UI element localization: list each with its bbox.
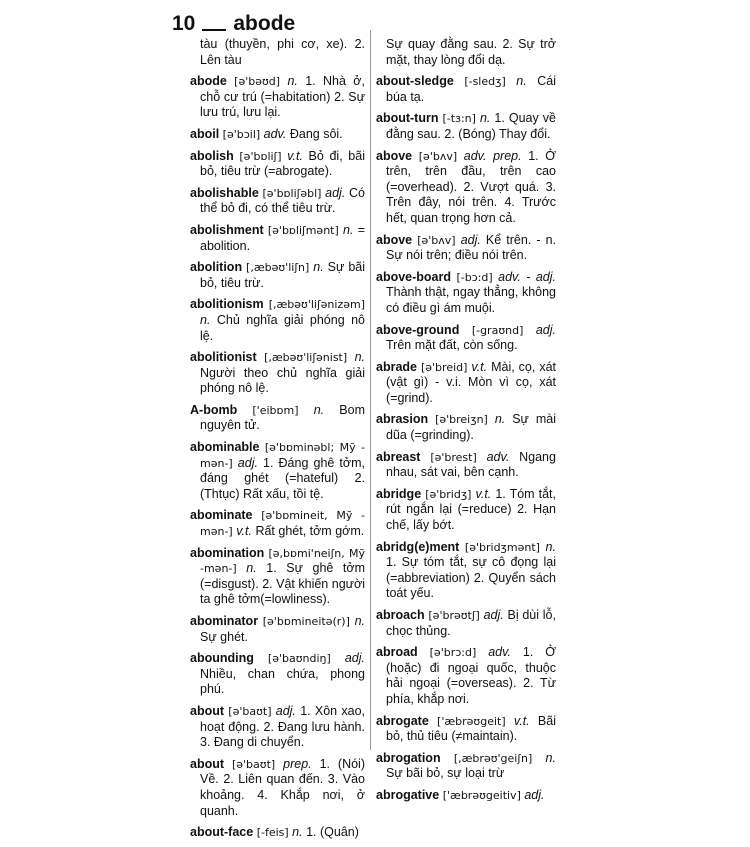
- definition: Bỏ đi, bãi bỏ, tiêu trừ (=abrogate).: [200, 148, 365, 179]
- definition: Bom nguyên tử.: [200, 402, 365, 433]
- definition: Sự quay đằng sau. 2. Sự trở mặt, thay lòng đổi dạ.: [386, 37, 556, 67]
- part-of-speech: n.: [516, 74, 527, 89]
- dictionary-entry: [190, 651, 365, 698]
- dictionary-entry: [376, 233, 556, 264]
- part-of-speech: adj.: [344, 651, 365, 666]
- part-of-speech: adj.: [275, 703, 296, 718]
- headword: abominate: [190, 508, 253, 523]
- pronunciation: [ə'bɒliʃmənt]: [267, 223, 339, 237]
- page-header: [172, 6, 295, 36]
- definition: 1. Nhà ở, chỗ cư trú (=habitation) 2. Sự lưu trú, lưu lại.: [200, 74, 365, 120]
- headword: abroad: [376, 645, 418, 660]
- headword: aboil: [190, 126, 220, 141]
- dictionary-entry: [190, 74, 365, 121]
- headword: abolition: [190, 260, 243, 275]
- part-of-speech: n.: [354, 350, 365, 365]
- dictionary-entry: [190, 757, 365, 819]
- definition: Trên mặt đất, còn sống.: [386, 338, 518, 353]
- pronunciation: ['æbrəʊgeit]: [437, 714, 506, 728]
- definition: 1. Xôn xao, hoạt động. 2. Đang lưu hành. 3. Đang di chuyển.: [200, 703, 365, 750]
- definition: 1. (Nói) Về. 2. Liên quan đến. 3. Vào khoảng. 4. Khắp nơi, ở quanh.: [200, 756, 365, 818]
- dictionary-entry: [376, 751, 556, 782]
- headword: abode: [190, 74, 227, 89]
- definition: 1. Ở (hoặc) đi ngoại quốc, thuộc hải ngoại (=overseas). 2. Từ phía, khắp nơi.: [386, 645, 556, 706]
- part-of-speech: n.: [292, 825, 303, 840]
- part-of-speech: n.: [545, 750, 556, 765]
- dictionary-entry: [190, 546, 365, 608]
- pronunciation: [,æbəʊ'liʃn]: [246, 261, 310, 275]
- definition: 1. Đáng ghê tởm, đáng ghét (=hateful) 2. (Thtục) Rất xấu, tồi tệ.: [200, 455, 365, 501]
- definition: 1. Sự tóm tắt, sự cô đọng lại (=abbreviation) 2. Quyển sách toát yếu.: [386, 555, 556, 601]
- headword: abridg(e)ment: [376, 539, 460, 554]
- part-of-speech: n.: [479, 111, 491, 126]
- definition: Nhiều, chan chứa, phong phú.: [200, 666, 365, 697]
- pronunciation: [ə'breid]: [420, 360, 468, 374]
- definition: = abolition.: [200, 222, 365, 253]
- dictionary-entry: [190, 127, 365, 143]
- definition: 1. Tóm tắt, rút ngắn lại (=reduce) 2. Hạn chế, lấy bớt.: [386, 486, 556, 533]
- headword: abreast: [376, 449, 421, 464]
- headword: A-bomb: [190, 402, 238, 417]
- pronunciation: [ə'breiʒn]: [435, 413, 488, 427]
- part-of-speech: adv. prep.: [463, 148, 522, 163]
- part-of-speech: n.: [287, 74, 298, 89]
- part-of-speech: adj.: [483, 608, 504, 622]
- pronunciation: [ə'bɒliʃ]: [239, 149, 282, 163]
- pronunciation: [ə'bɒmineitə(r)]: [262, 615, 350, 628]
- dictionary-entry: [376, 149, 556, 227]
- part-of-speech: v.t.: [236, 524, 252, 539]
- part-of-speech: v.t.: [513, 713, 530, 728]
- pronunciation: [ə'bʌv]: [417, 233, 456, 247]
- dictionary-entry: [190, 704, 365, 751]
- page-number: 10: [172, 12, 196, 35]
- definition: Kể trên. - n. Sự nói trên; điều nói trên.: [386, 232, 557, 263]
- definition: Cái búa tạ.: [386, 74, 556, 104]
- definition: Có thể bỏ đi, có thể tiêu trừ.: [200, 185, 365, 216]
- dictionary-entry: [376, 450, 556, 481]
- part-of-speech: adv.: [488, 645, 511, 660]
- guide-word: abode: [233, 12, 296, 35]
- part-of-speech: adj.: [237, 455, 258, 470]
- headword: about-sledge: [376, 74, 454, 89]
- headword: above-ground: [376, 322, 460, 337]
- dictionary-entry: [190, 186, 365, 217]
- pronunciation: [ə'bəʊd]: [234, 75, 281, 89]
- pronunciation: [-feis]: [256, 826, 289, 840]
- right-column: [376, 37, 556, 810]
- pronunciation: [-graʊnd]: [471, 323, 524, 337]
- part-of-speech: n.: [246, 561, 257, 576]
- pronunciation: [ə'bɒminəbl; Mỹ -mən-]: [200, 441, 365, 470]
- headword: abolitionism: [190, 297, 264, 312]
- headword: about-turn: [376, 111, 439, 126]
- headword: abolitionist: [190, 350, 257, 365]
- header-rule: [202, 29, 226, 31]
- part-of-speech: n.: [313, 260, 324, 275]
- pronunciation: [ə'bridʒmənt]: [464, 540, 540, 554]
- headword: abrogation: [376, 750, 441, 765]
- dictionary-entry: [376, 540, 556, 602]
- pronunciation: [,æbəʊ'liʃənizəm]: [268, 298, 365, 312]
- part-of-speech: n.: [494, 412, 506, 427]
- dictionary-entry: [376, 74, 556, 105]
- headword: abroach: [376, 608, 425, 622]
- dictionary-entry: [190, 37, 365, 68]
- part-of-speech: adv. - adj.: [498, 269, 556, 284]
- pronunciation: [ə'bʌv]: [418, 149, 458, 163]
- headword: about: [190, 756, 225, 771]
- pronunciation: [ə'baʊt]: [228, 704, 272, 718]
- dictionary-entry: [190, 614, 365, 645]
- headword: abrogative: [376, 787, 440, 802]
- pronunciation: [-tɜ:n]: [442, 112, 476, 126]
- dictionary-entry: [376, 360, 556, 407]
- headword: above: [376, 232, 413, 247]
- dictionary-entry: [376, 487, 556, 534]
- dictionary-entry: [376, 788, 556, 804]
- headword: abominable: [190, 440, 260, 455]
- dictionary-entry: [376, 714, 556, 745]
- headword: abrade: [376, 359, 417, 374]
- headword: abolishable: [190, 185, 259, 200]
- pronunciation: [,æbrəʊ'geiʃn]: [453, 751, 533, 765]
- headword: above-board: [376, 269, 452, 284]
- pronunciation: [ə'brest]: [430, 450, 477, 464]
- pronunciation: [-sledʒ]: [464, 75, 506, 89]
- part-of-speech: adv.: [263, 126, 287, 141]
- pronunciation: [ə'bɒmineit, Mỹ -mən-]: [200, 509, 365, 539]
- dictionary-entry: [190, 297, 365, 344]
- headword: abrasion: [376, 412, 429, 427]
- dictionary-entry: [376, 323, 556, 354]
- dictionary-entry: [190, 260, 365, 291]
- dictionary-entry: [376, 608, 556, 639]
- dictionary-entry: [190, 149, 365, 180]
- part-of-speech: adj.: [325, 185, 346, 200]
- part-of-speech: adj.: [524, 787, 545, 802]
- part-of-speech: v.t.: [475, 486, 492, 501]
- dictionary-entry: [190, 223, 365, 254]
- headword: about: [190, 703, 225, 718]
- pronunciation: [ə,bɒmi'neiʃn, Mỹ -mən-]: [200, 546, 365, 576]
- headword: abominator: [190, 614, 259, 628]
- dictionary-entry: [376, 111, 556, 142]
- part-of-speech: n.: [545, 539, 556, 554]
- part-of-speech: adv.: [486, 449, 510, 464]
- part-of-speech: v.t.: [471, 359, 488, 374]
- headword: abomination: [190, 545, 265, 560]
- definition: Chủ nghĩa giải phóng nô lệ.: [200, 312, 365, 343]
- dictionary-entry: [376, 645, 556, 707]
- pronunciation: [ə'brəʊtʃ]: [428, 609, 480, 622]
- headword: abolish: [190, 148, 234, 163]
- pronunciation: [,æbəʊ'liʃənist]: [264, 351, 348, 365]
- headword: abounding: [190, 651, 254, 666]
- dictionary-entry: [376, 37, 556, 68]
- definition: Sự bãi bỏ, sự loại trừ: [386, 766, 505, 781]
- headword: abrogate: [376, 713, 429, 728]
- pronunciation: ['eibɒm]: [252, 403, 299, 417]
- definition: Mài, cọ, xát (vật gì) - v.i. Mòn vì cọ, xát (=grind).: [386, 359, 556, 405]
- part-of-speech: n.: [313, 402, 325, 417]
- pronunciation: [ə'bɒliʃəbl]: [262, 186, 322, 200]
- pronunciation: [ə'bɔil]: [222, 127, 261, 141]
- definition: Sự ghét.: [200, 629, 248, 644]
- part-of-speech: n.: [354, 614, 365, 628]
- dictionary-entry: [190, 440, 365, 502]
- part-of-speech: prep.: [283, 756, 312, 771]
- pronunciation: [-bɔ:d]: [456, 270, 493, 284]
- headword: about-face: [190, 825, 254, 840]
- column-divider: [370, 30, 371, 750]
- headword: above: [376, 148, 413, 163]
- definition: tàu (thuyền, phi cơ, xe). 2. Lên tàu: [200, 37, 365, 67]
- headword: abridge: [376, 486, 422, 501]
- definition: Ngang nhau, sát vai, bên cạnh.: [386, 449, 556, 480]
- headword: abolishment: [190, 222, 264, 237]
- definition: Bị dùi lỗ, chọc thủng.: [386, 608, 556, 638]
- definition: Đang sôi.: [289, 126, 343, 141]
- pronunciation: [ə'bridʒ]: [425, 487, 472, 501]
- definition: Rất ghét, tởm gớm.: [255, 524, 365, 539]
- definition: 1. Ở trên, trên đầu, trên cao (=overhead). 2. Vượt quá. 3. Trên đây, nói trên. 4. Trước hết, quan trọng hơn cả.: [386, 148, 556, 225]
- part-of-speech: n.: [343, 222, 354, 237]
- dictionary-entry: [190, 825, 365, 841]
- definition: Người theo chủ nghĩa giải phóng nô lệ.: [200, 365, 365, 396]
- dictionary-entry: [376, 412, 556, 443]
- definition: 1. Sự ghê tởm (=disgust). 2. Vật khiến người ta ghê tởm(=lowliness).: [200, 561, 365, 607]
- part-of-speech: n.: [200, 312, 211, 327]
- pronunciation: [ə'brɔ:d]: [429, 646, 477, 660]
- definition: 1. Quay về đằng sau. 2. (Bóng) Thay đổi.: [386, 111, 556, 141]
- pronunciation: [ə'baʊt]: [231, 757, 276, 771]
- part-of-speech: adj.: [460, 232, 481, 247]
- dictionary-entry: [190, 403, 365, 434]
- left-column: [190, 37, 365, 847]
- pronunciation: [ə'baʊndiŋ]: [267, 652, 331, 666]
- definition: Sự bãi bỏ, tiêu trừ.: [200, 260, 365, 290]
- definition: Bãi bỏ, thủ tiêu (≠maintain).: [386, 713, 556, 744]
- dictionary-entry: [190, 350, 365, 397]
- pronunciation: ['æbrəʊgeitiv]: [442, 788, 521, 802]
- definition: Thành thật, ngay thẳng, không có điều gì ám muội.: [386, 285, 556, 315]
- part-of-speech: adj.: [535, 322, 556, 337]
- dictionary-entry: [190, 508, 365, 539]
- dictionary-entry: [376, 270, 556, 317]
- definition: 1. (Quân): [306, 825, 359, 840]
- definition: Sự mài dũa (=grinding).: [386, 412, 556, 443]
- part-of-speech: v.t.: [287, 148, 303, 163]
